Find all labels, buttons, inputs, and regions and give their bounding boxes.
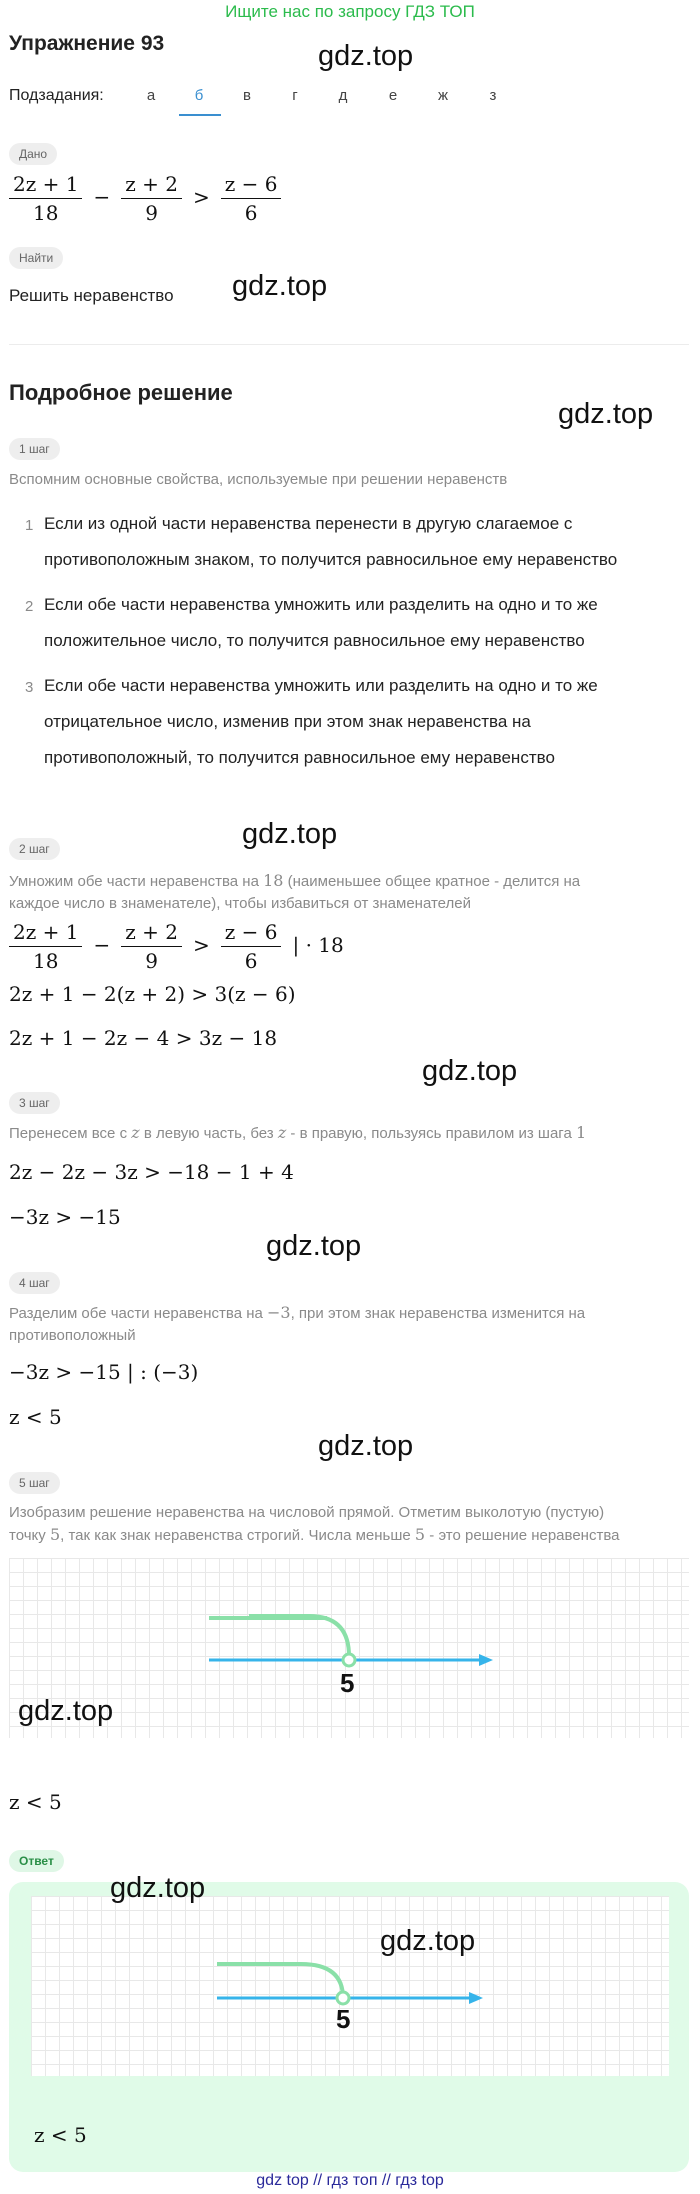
watermark: gdz.top bbox=[558, 398, 654, 430]
step3-chip: 3 шаг bbox=[9, 1092, 60, 1114]
step4-equation: −3z > −15 | : (−3) bbox=[9, 1360, 199, 1384]
step2-equation: 2z + 1 − 2(z + 2) > 3(z − 6) bbox=[9, 982, 296, 1006]
step5-text: Изобразим решение неравенства на числовой прямой. Отметим выколотую (пустую) точку 5, так как знак неравенства строгий. Числа меньше 5 - это решение неравенства bbox=[9, 1504, 620, 1544]
given-inequality: $\frac{2z + 1}{18}$ − $\frac{z + 2}{9}$ > $\frac{z - 6}{6}$ bbox=[6, 172, 284, 225]
fraction: $\frac{z + 2}{9}$ bbox=[121, 172, 182, 225]
step3-equation: −3z > −15 bbox=[9, 1205, 121, 1229]
fraction: $\frac{z + 2}{9}$ bbox=[121, 920, 182, 973]
solution-shading bbox=[249, 1616, 349, 1656]
axis-arrow-icon bbox=[469, 1992, 483, 2004]
watermark: gdz.top bbox=[318, 40, 414, 72]
list-number: 1 bbox=[25, 517, 34, 534]
step2-equation: 2z + 1 − 2z − 4 > 3z − 18 bbox=[9, 1026, 278, 1050]
step2-chip: 2 шаг bbox=[9, 838, 60, 860]
watermark: gdz.top bbox=[380, 1925, 476, 1957]
footer-links[interactable]: gdz top // гдз топ // гдз top bbox=[256, 2172, 444, 2189]
subtask-tabs bbox=[9, 80, 689, 116]
step1-intro: Вспомним основные свойства, используемые при решении неравенств bbox=[9, 471, 508, 488]
page-title: Упражнение 93 bbox=[9, 32, 165, 55]
step2-text: Умножим обе части неравенства на 18 (наименьшее общее кратное - делится на каждое число в знаменателе), чтобы избавиться от знаменателей bbox=[9, 871, 581, 912]
watermark: gdz.top bbox=[232, 270, 328, 302]
top-banner[interactable]: Ищите нас по запросу ГДЗ ТОП bbox=[225, 2, 475, 21]
open-point bbox=[337, 1992, 349, 2004]
result-inequality: z < 5 bbox=[9, 1790, 62, 1814]
fraction: $\frac{z - 6}{6}$ bbox=[221, 172, 282, 225]
tab-zh[interactable]: ж bbox=[437, 87, 449, 104]
tab-b[interactable]: б bbox=[194, 87, 204, 104]
solution-shading bbox=[231, 1964, 343, 1998]
answer-point-label: 5 bbox=[336, 2004, 351, 2034]
watermark: gdz.top bbox=[242, 818, 338, 850]
list-item: Если обе части неравенства умножить или разделить на одно и то же отрицательное число, изменив при этом знак неравенства на противоположный, то получится равносильное ему неравенство bbox=[44, 676, 598, 767]
watermark: gdz.top bbox=[422, 1055, 518, 1087]
subtasks-label: Подзадания: bbox=[9, 87, 104, 104]
step4-text: Разделим обе части неравенства на −3, при этом знак неравенства изменится на противоположный bbox=[9, 1303, 586, 1344]
step4-chip: 4 шаг bbox=[9, 1272, 60, 1294]
watermark: gdz.top bbox=[318, 1430, 414, 1462]
tab-g[interactable]: г bbox=[292, 87, 298, 104]
watermark: gdz.top bbox=[18, 1695, 114, 1727]
find-text: Решить неравенство bbox=[9, 286, 174, 305]
fraction: $\frac{z - 6}{6}$ bbox=[221, 920, 282, 973]
step3-text: Перенесем все с z в левую часть, без z - в правую, пользуясь правилом из шага 1 bbox=[9, 1123, 587, 1142]
list-item: Если обе части неравенства умножить или разделить на одно и то же положительное число, то получится равносильное ему неравенство bbox=[44, 595, 598, 650]
given-chip: Дано bbox=[9, 143, 57, 165]
step3-equation: 2z − 2z − 3z > −18 − 1 + 4 bbox=[9, 1160, 294, 1184]
fraction: $\frac{2z + 1}{18}$ bbox=[9, 920, 82, 973]
tab-a[interactable]: а bbox=[146, 87, 156, 104]
answer-chip: Ответ bbox=[9, 1850, 64, 1872]
tab-e[interactable]: е bbox=[388, 87, 398, 104]
watermark: gdz.top bbox=[266, 1230, 362, 1262]
tab-d[interactable]: д bbox=[338, 87, 348, 104]
axis-arrow-icon bbox=[479, 1654, 493, 1666]
list-number: 2 bbox=[25, 598, 34, 615]
find-chip: Найти bbox=[9, 247, 63, 269]
answer-inequality: z < 5 bbox=[34, 2123, 87, 2147]
open-point bbox=[343, 1654, 355, 1666]
step5-chip: 5 шаг bbox=[9, 1472, 60, 1494]
tab-z[interactable]: з bbox=[489, 87, 497, 104]
step4-equation: z < 5 bbox=[9, 1405, 62, 1429]
tab-v[interactable]: в bbox=[243, 87, 251, 104]
watermark: gdz.top bbox=[110, 1872, 206, 1904]
point-label: 5 bbox=[340, 1668, 355, 1698]
active-tab-underline bbox=[179, 114, 221, 116]
step1-chip: 1 шаг bbox=[9, 438, 60, 460]
list-number: 3 bbox=[25, 679, 34, 696]
divider bbox=[9, 344, 689, 345]
step2-equation: $\frac{2z + 1}{18}$ − $\frac{z + 2}{9}$ > $\frac{z - 6}{6}$ | · 18 bbox=[6, 920, 344, 973]
solution-title: Подробное решение bbox=[9, 380, 233, 405]
fraction: $\frac{2z + 1}{18}$ bbox=[9, 172, 82, 225]
list-item: Если из одной части неравенства перенести в другую слагаемое с противоположным знаком, то получится равносильное ему неравенство bbox=[44, 514, 618, 569]
answer-number-line bbox=[31, 1896, 669, 2076]
